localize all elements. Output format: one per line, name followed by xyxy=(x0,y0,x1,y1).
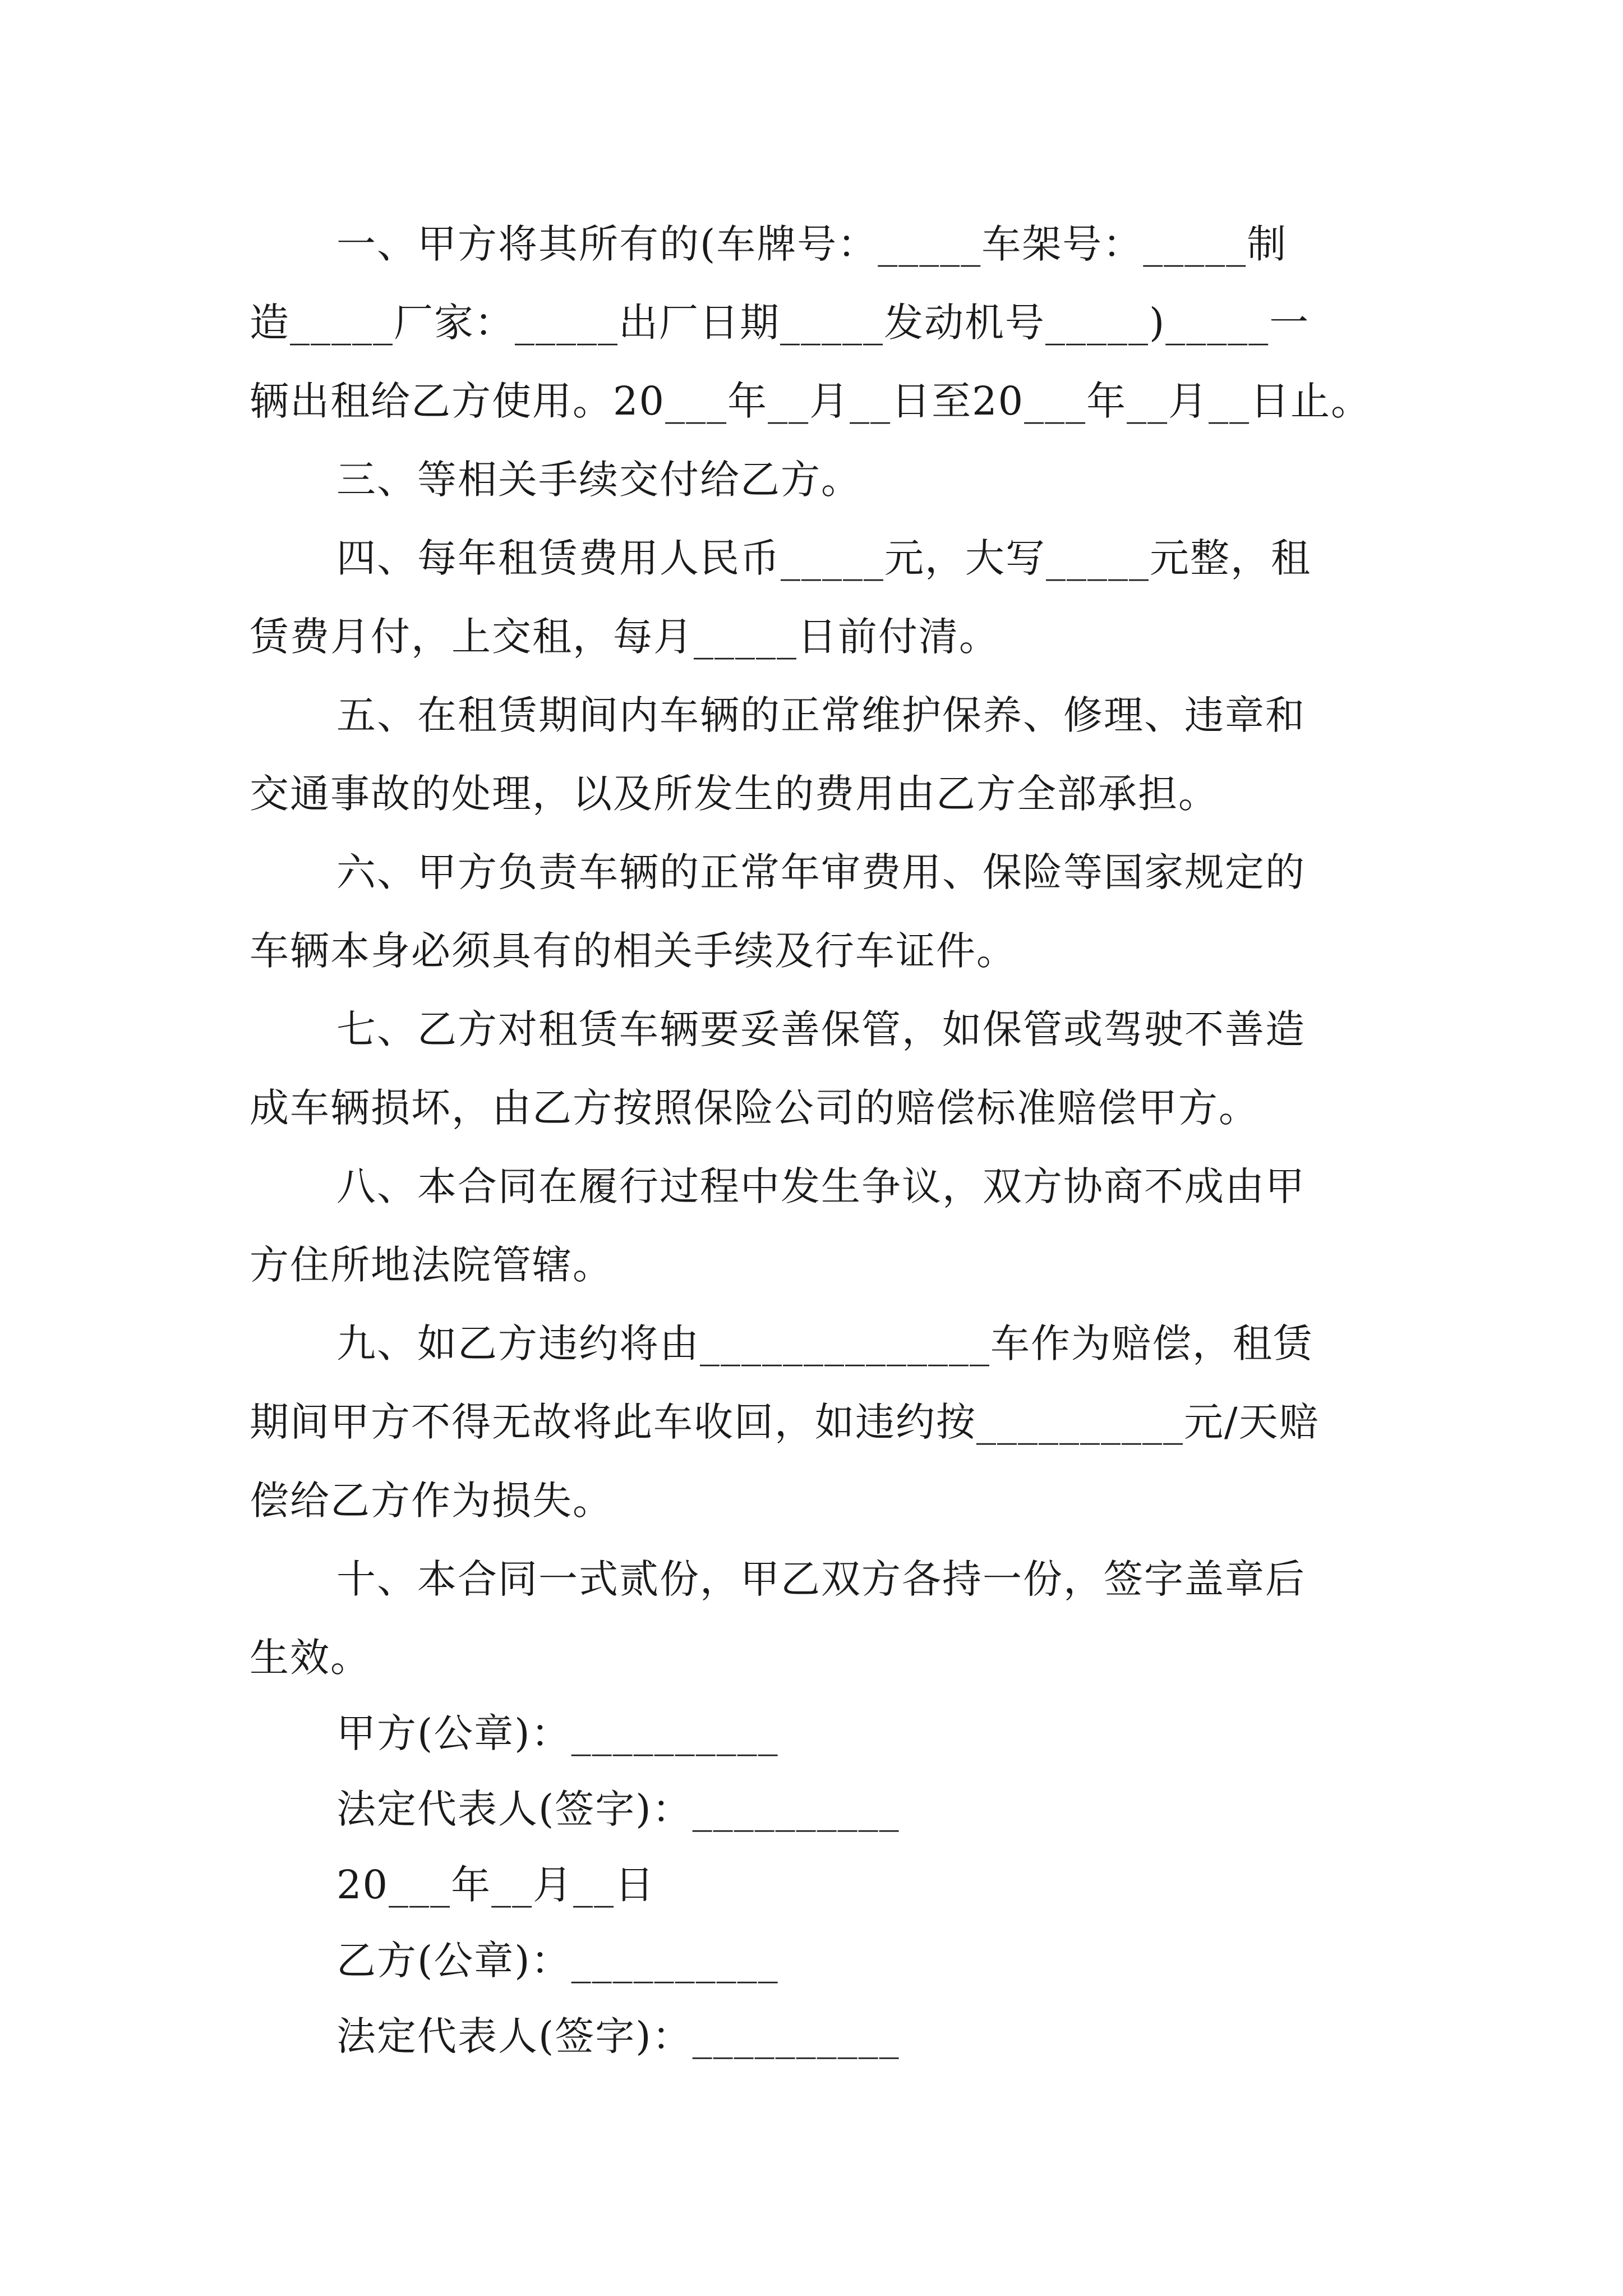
clause-4-line-2: 赁费月付，上交租，每月_____日前付清。 xyxy=(250,614,999,660)
clause-7-line-2: 成车辆损坏，由乙方按照保险公司的赔偿标准赔偿甲方。 xyxy=(250,1085,1259,1131)
party-b-seal-line: 乙方(公章)：__________ xyxy=(336,1938,779,1984)
clause-5-line-1: 五、在租赁期间内车辆的正常维护保养、修理、违章和 xyxy=(336,692,1306,738)
clause-7-line-1: 七、乙方对租赁车辆要妥善保管，如保管或驾驶不善造 xyxy=(336,1006,1306,1052)
clause-8-line-2: 方住所地法院管辖。 xyxy=(250,1242,613,1288)
clause-9-line-2: 期间甲方不得无故将此车收回，如违约按__________元/天赔 xyxy=(250,1399,1320,1445)
clause-6-line-2: 车辆本身必须具有的相关手续及行车证件。 xyxy=(250,928,1017,974)
clause-9-line-1: 九、如乙方违约将由______________车作为赔偿，租赁 xyxy=(336,1320,1313,1366)
clause-1-line-3: 辆出租给乙方使用。20___年__月__日至20___年__月__日止。 xyxy=(250,378,1372,424)
clause-10-line-1: 十、本合同一式贰份，甲乙双方各持一份，签字盖章后 xyxy=(336,1556,1306,1602)
clause-8-line-1: 八、本合同在履行过程中发生争议，双方协商不成由甲 xyxy=(336,1163,1306,1209)
clause-6-line-1: 六、甲方负责车辆的正常年审费用、保险等国家规定的 xyxy=(336,849,1306,895)
clause-5-line-2: 交通事故的处理，以及所发生的费用由乙方全部承担。 xyxy=(250,771,1219,817)
party-b-representative-line: 法定代表人(签字)：__________ xyxy=(336,2013,900,2059)
clause-9-line-3: 偿给乙方作为损失。 xyxy=(250,1478,613,1524)
clause-10-line-2: 生效。 xyxy=(250,1635,371,1681)
clause-1-line-2: 造_____厂家：_____出厂日期_____发动机号_____)_____一 xyxy=(250,300,1310,346)
party-a-seal-line: 甲方(公章)：__________ xyxy=(336,1710,779,1756)
clause-4-line-1: 四、每年租赁费用人民币_____元，大写_____元整，租 xyxy=(336,535,1311,581)
clause-3-line-1: 三、等相关手续交付给乙方。 xyxy=(336,457,861,503)
clause-1-line-1: 一、甲方将其所有的(车牌号：_____车架号：_____制 xyxy=(336,221,1288,267)
party-a-representative-line: 法定代表人(签字)：__________ xyxy=(336,1786,900,1832)
signing-date-line: 20___年__月__日 xyxy=(336,1862,656,1908)
